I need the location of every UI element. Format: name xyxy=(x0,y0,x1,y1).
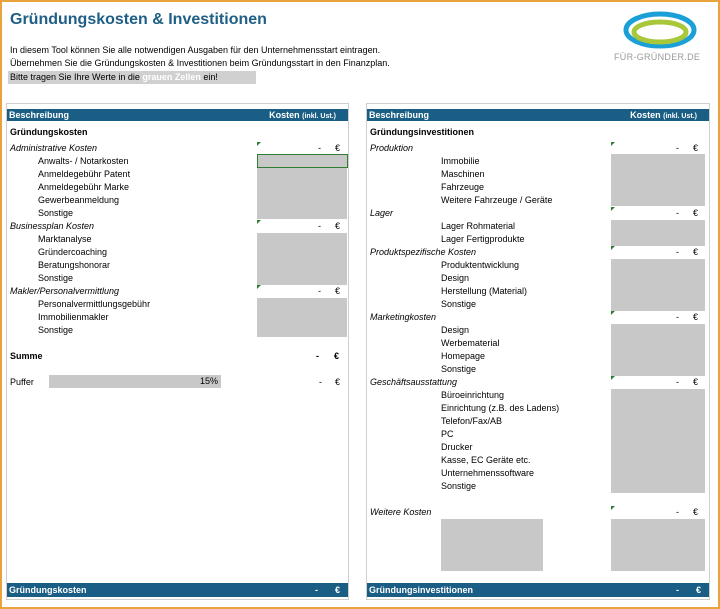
right-footer-dash: - xyxy=(676,585,679,595)
hint-pre: Bitte tragen Sie Ihre Werte in die xyxy=(10,72,143,82)
item-label: Sonstige xyxy=(441,481,477,491)
right-footer-currency: € xyxy=(695,585,701,595)
group-sum-dash: - xyxy=(676,312,679,322)
summe-currency: € xyxy=(334,351,340,361)
page-title: Gründungskosten & Investitionen xyxy=(10,11,267,28)
right-footer-label: Gründungsinvestitionen xyxy=(369,585,474,595)
comment-marker xyxy=(611,246,615,250)
group-sum-currency: € xyxy=(693,247,699,257)
item-label: Sonstige xyxy=(441,299,477,309)
item-label: Unternehmenssoftware xyxy=(441,468,535,478)
item-label: Anmeldegebühr Marke xyxy=(38,182,130,192)
group-sum-currency: € xyxy=(693,507,699,517)
hint-post: ein! xyxy=(200,72,218,82)
item-label: Telefon/Fax/AB xyxy=(441,416,503,426)
item-label: Werbematerial xyxy=(441,338,500,348)
item-label: Marktanalyse xyxy=(38,234,92,244)
left-header-cost-note: (inkl. Ust.) xyxy=(302,113,336,120)
item-label: Produktentwicklung xyxy=(441,260,520,270)
summe-label: Summe xyxy=(10,351,43,361)
hint-bold: grauen Zellen xyxy=(142,72,201,82)
group-lager: Lager xyxy=(370,208,394,218)
panel-gruendungsinvestitionen xyxy=(366,103,710,600)
item-label: Immobilienmakler xyxy=(38,312,109,322)
left-header xyxy=(7,109,348,121)
group-sum-dash: - xyxy=(676,377,679,387)
item-label: Büroeinrichtung xyxy=(441,390,505,400)
item-label: Design xyxy=(441,273,470,283)
item-label: Homepage xyxy=(441,351,486,361)
item-label: Herstellung (Material) xyxy=(441,286,528,296)
comment-marker xyxy=(611,311,615,315)
comment-marker xyxy=(257,220,261,224)
input-cells-businessplan[interactable] xyxy=(257,233,347,285)
input-cells-weitere-beschreibung[interactable] xyxy=(441,519,543,571)
group-sum-currency: € xyxy=(693,208,699,218)
item-label: Beratungshonorar xyxy=(38,260,111,270)
item-label: Sonstige xyxy=(38,273,74,283)
item-label: Sonstige xyxy=(38,208,74,218)
intro-line-1: In diesem Tool können Sie alle notwendigen Ausgaben für den Unternehmensstart eintragen. xyxy=(10,45,381,55)
item-label: Sonstige xyxy=(38,325,74,335)
item-label: Personalvermittlungsgebühr xyxy=(38,299,151,309)
item-label: Gründercoaching xyxy=(38,247,108,257)
hint-banner xyxy=(8,71,256,84)
input-cells-ausstattung[interactable] xyxy=(611,389,705,493)
left-footer-currency: € xyxy=(334,585,340,595)
group-produktion: Produktion xyxy=(370,143,414,153)
comment-marker xyxy=(611,207,615,211)
input-cells-produktion[interactable] xyxy=(611,154,705,206)
intro-line-2: Übernehmen Sie die Gründungskosten & Investitionen beim Gründungsstart in den Finanzplan. xyxy=(10,58,390,68)
left-header-cost-label: Kosten xyxy=(269,110,300,120)
group-sum-currency: € xyxy=(693,377,699,387)
group-administrative-kosten: Administrative Kosten xyxy=(10,143,98,153)
summe-dash: - xyxy=(316,351,319,361)
input-cells-weitere-kosten[interactable] xyxy=(611,519,705,571)
right-section-title: Gründungsinvestitionen xyxy=(370,127,475,137)
item-label: PC xyxy=(441,429,454,439)
item-label: Maschinen xyxy=(441,169,485,179)
group-sum-currency: € xyxy=(335,286,341,296)
comment-marker xyxy=(257,285,261,289)
group-sum-currency: € xyxy=(335,221,341,231)
item-label: Kasse, EC Geräte etc. xyxy=(441,455,531,465)
comment-marker xyxy=(611,142,615,146)
input-cells-lager[interactable] xyxy=(611,220,705,246)
puffer-dash: - xyxy=(319,377,322,387)
comment-marker xyxy=(611,376,615,380)
right-header-cost xyxy=(630,109,697,123)
logo-text: FÜR-GRÜNDER.DE xyxy=(614,52,701,62)
right-header xyxy=(367,109,709,121)
left-footer xyxy=(7,583,348,597)
item-label: Drucker xyxy=(441,442,473,452)
group-marketingkosten: Marketingkosten xyxy=(370,312,437,322)
group-sum-currency: € xyxy=(693,312,699,322)
item-label: Lager Fertigprodukte xyxy=(441,234,525,244)
group-makler-personalvermittlung: Makler/Personalvermittlung xyxy=(10,286,120,296)
puffer-label: Puffer xyxy=(10,377,34,387)
group-sum-dash: - xyxy=(676,208,679,218)
item-label: Design xyxy=(441,325,470,335)
group-sum-dash: - xyxy=(676,143,679,153)
item-label: Fahrzeuge xyxy=(441,182,485,192)
group-sum-currency: € xyxy=(335,143,341,153)
item-label: Lager Rohmaterial xyxy=(441,221,516,231)
right-footer xyxy=(367,583,709,597)
puffer-percent-input[interactable] xyxy=(49,375,221,388)
input-cells-makler[interactable] xyxy=(257,298,347,337)
group-weitere-kosten: Weitere Kosten xyxy=(370,507,432,517)
item-label: Sonstige xyxy=(441,364,477,374)
item-label: Anwalts- / Notarkosten xyxy=(38,156,129,166)
item-label: Gewerbeanmeldung xyxy=(38,195,120,205)
input-cells-marketing[interactable] xyxy=(611,324,705,376)
group-geschaeftsausstattung: Geschäftsausstattung xyxy=(370,377,458,387)
group-sum-dash: - xyxy=(318,221,321,231)
puffer-currency: € xyxy=(335,377,341,387)
group-sum-dash: - xyxy=(676,247,679,257)
group-sum-currency: € xyxy=(693,143,699,153)
right-header-cost-note: (inkl. Ust.) xyxy=(663,113,697,120)
selected-cell[interactable] xyxy=(257,154,348,168)
left-header-desc: Beschreibung xyxy=(9,110,70,120)
group-sum-dash: - xyxy=(318,143,321,153)
comment-marker xyxy=(257,142,261,146)
item-label: Anmeldegebühr Patent xyxy=(38,169,131,179)
comment-marker xyxy=(611,506,615,510)
puffer-percent-value: 15% xyxy=(199,376,218,386)
panel-gruendungskosten xyxy=(6,103,349,600)
group-sum-dash: - xyxy=(318,286,321,296)
item-label: Einrichtung (z.B. des Ladens) xyxy=(441,403,560,413)
right-header-cost-label: Kosten xyxy=(630,110,661,120)
group-produktspezifische-kosten: Produktspezifische Kosten xyxy=(370,247,477,257)
input-cells-produktspezifisch[interactable] xyxy=(611,259,705,311)
item-label: Immobilie xyxy=(441,156,480,166)
group-businessplan-kosten: Businessplan Kosten xyxy=(10,221,95,231)
left-header-cost xyxy=(269,109,336,123)
left-footer-dash: - xyxy=(315,585,318,595)
right-header-desc: Beschreibung xyxy=(369,110,430,120)
group-sum-dash: - xyxy=(676,507,679,517)
item-label: Weitere Fahrzeuge / Geräte xyxy=(441,195,553,205)
left-footer-label: Gründungskosten xyxy=(9,585,87,595)
left-section-title: Gründungskosten xyxy=(10,127,88,137)
